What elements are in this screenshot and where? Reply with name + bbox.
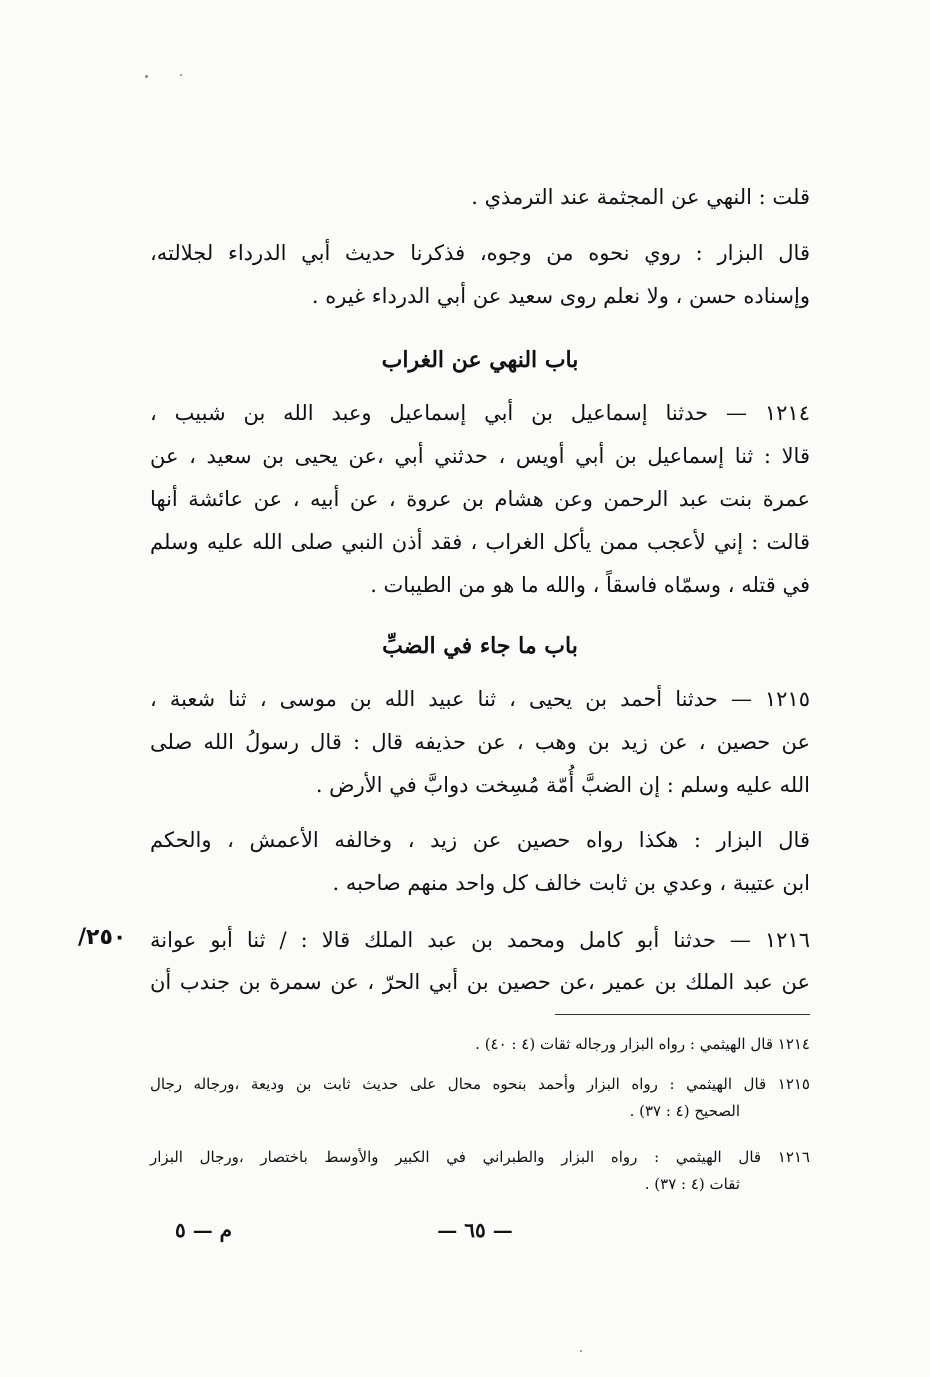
text-line: قال البزار : هكذا رواه حصين عن زيد ، وخالفه الأعمش ، والحكم xyxy=(150,828,810,852)
footnote: ثقات (٤ : ٣٧) . xyxy=(644,1175,740,1193)
text-line: عن عبد الملك بن عمير ،عن حصين بن أبي الحرّ ، عن سمرة بن جندب أن xyxy=(150,970,810,994)
text-line: عن حصين ، عن زيد بن وهب ، عن حذيفه قال : قال رسولُ الله صلى xyxy=(150,730,810,754)
text-line: ١٢١٥ — حدثنا أحمد بن يحيى ، ثنا عبيد الله بن موسى ، ثنا شعبة ، xyxy=(150,687,810,711)
chapter-heading: باب النهي عن الغراب xyxy=(381,347,579,373)
text-line: عمرة بنت عبد الرحمن وعن هشام بن عروة ، عن أبيه ، عن عائشة أنها xyxy=(150,487,810,511)
text-line: في قتله ، وسمّاه فاسقاً ، والله ما هو من الطيبات . xyxy=(370,573,810,597)
footnote: ١٢١٤ قال الهيثمي : رواه البزار ورجاله ثقات (٤ : ٤٠) . xyxy=(475,1035,810,1053)
text-line: قالا : ثنا إسماعيل بن أبي أويس ، حدثني أبي ،عن يحيى بن سعيد ، عن xyxy=(150,444,810,468)
footnote: الصحيح (٤ : ٣٧) . xyxy=(629,1102,740,1120)
footnote: ١٢١٥ قال الهيثمي : رواه البزار وأحمد بنحوه محال على حديث ثابت بن وديعة ،ورجاله رجال xyxy=(150,1075,810,1093)
text-line: قلت : النهي عن المجثمة عند الترمذي . xyxy=(471,185,810,209)
signature-mark: م — ٥ xyxy=(175,1218,233,1242)
text-line: ١٢١٤ — حدثنا إسماعيل بن أبي إسماعيل وعبد الله بن شبيب ، xyxy=(150,401,810,425)
text-line: ابن عتيبة ، وعدي بن ثابت خالف كل واحد منهم صاحبه . xyxy=(332,871,810,895)
footnote-rule xyxy=(555,1014,810,1015)
footnote: ١٢١٦ قال الهيثمي : رواه البزار والطبراني في الكبير والأوسط باختصار ،ورجال البزار xyxy=(150,1148,810,1166)
manuscript-folio-mark: /٢٥٠ xyxy=(78,925,127,950)
page-number: — ٦٥ — xyxy=(437,1218,513,1242)
text-line: الله عليه وسلم : إن الضبَّ أُمّة مُسِخت دوابَّ في الأرض . xyxy=(315,773,810,797)
text-line: قال البزار : روي نحوه من وجوه، فذكرنا حديث أبي الدرداء لجلالته، xyxy=(150,241,810,265)
chapter-heading: باب ما جاء في الضبِّ xyxy=(382,633,578,659)
text-line: ١٢١٦ — حدثنا أبو كامل ومحمد بن عبد الملك قالا : / ثنا أبو عوانة xyxy=(150,928,810,952)
text-line: قالت : إني لأعجب ممن يأكل الغراب ، فقد أذن النبي صلى الله عليه وسلم xyxy=(150,530,810,554)
text-line: وإسناده حسن ، ولا نعلم روى سعيد عن أبي الدرداء غيره . xyxy=(311,284,810,308)
